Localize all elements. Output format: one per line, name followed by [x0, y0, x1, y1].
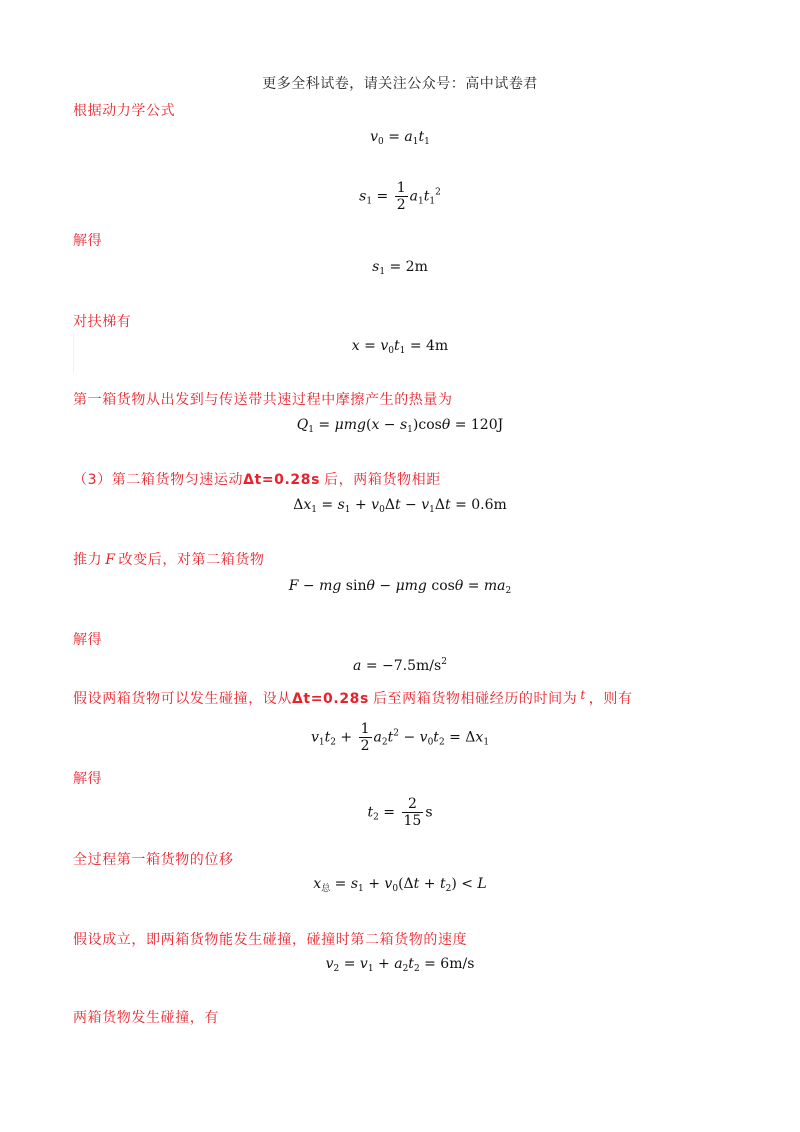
part3-suffix: 后，两箱货物相距 [324, 472, 441, 488]
equation-dx1: $\Delta x_1 = s_1 + v_0\Delta t - v_1\Delta t = 0.6m$ [293, 497, 507, 515]
text-collision-assume [73, 688, 633, 708]
page-header: 更多全科试卷，请关注公众号：高中试卷君 [262, 76, 538, 92]
force-prefix: 推力 [73, 552, 103, 568]
text-part3 [73, 469, 441, 489]
text-force-change [73, 549, 265, 569]
text-escalator: 对扶梯有 [73, 314, 132, 330]
equation-a: $a = -7.5m/s^2$ [353, 657, 447, 674]
text-dynamics-formula: 根据动力学公式 [73, 103, 176, 119]
collision-t: t [580, 688, 586, 702]
equation-s1-value: $s_1 = 2m$ [372, 259, 428, 277]
collision-suffix: ，则有 [588, 691, 633, 707]
collision-prefix: 假设两箱货物可以发生碰撞，设从 [73, 691, 292, 707]
part3-dt: Δt=0.28s [243, 472, 321, 488]
text-collision-occurs: 两箱货物发生碰撞，有 [73, 1010, 219, 1026]
text-solve-1: 解得 [73, 233, 103, 249]
part3-prefix: （3）第二箱货物匀速运动 [73, 472, 244, 488]
equation-collision: $v_1t_2$ + $\frac{1}{2}$ $a_2t^2 - v_0t_2 = \Delta x_1$ [310, 721, 490, 754]
text-solve-2: 解得 [73, 632, 103, 648]
equation-q1: $Q_1 = \mu mg(x - s_1)\cos\theta = 120J$ [296, 417, 504, 435]
equation-v0: $v_0 = a_1t_1$ [370, 129, 430, 147]
collision-middle: 后至两箱货物相碰经历的时间为 [372, 691, 578, 707]
equation-t2: $t_2$ = $\frac{2}{15}$ s [367, 796, 433, 829]
equation-v2: $v_2 = v_1 + a_2t_2 = 6m/s$ [325, 956, 475, 974]
equation-x-total: $x_总 = s_1 + v_0(\Delta t + t_2) < L$ [313, 876, 487, 894]
equation-newton: F − mg sinθ − μmg $\cos\theta = ma_2$ [288, 578, 512, 596]
force-suffix: 改变后，对第二箱货物 [118, 552, 265, 568]
text-solve-3: 解得 [73, 771, 103, 787]
text-total-displacement: 全过程第一箱货物的位移 [73, 852, 234, 868]
collision-dt: Δt=0.28s [292, 691, 369, 707]
text-assumption-holds: 假设成立，即两箱货物能发生碰撞，碰撞时第二箱货物的速度 [73, 932, 468, 948]
force-symbol: F [105, 552, 116, 568]
equation-x: $x = v_0t_1 = 4m$ [351, 338, 449, 356]
text-heat-friction: 第一箱货物从出发到与传送带共速过程中摩擦产生的热量为 [73, 392, 453, 408]
equation-s1-kinematic: $s_1$ = $\frac{1}{2}$ $a_1t_1^2$ [359, 180, 441, 213]
